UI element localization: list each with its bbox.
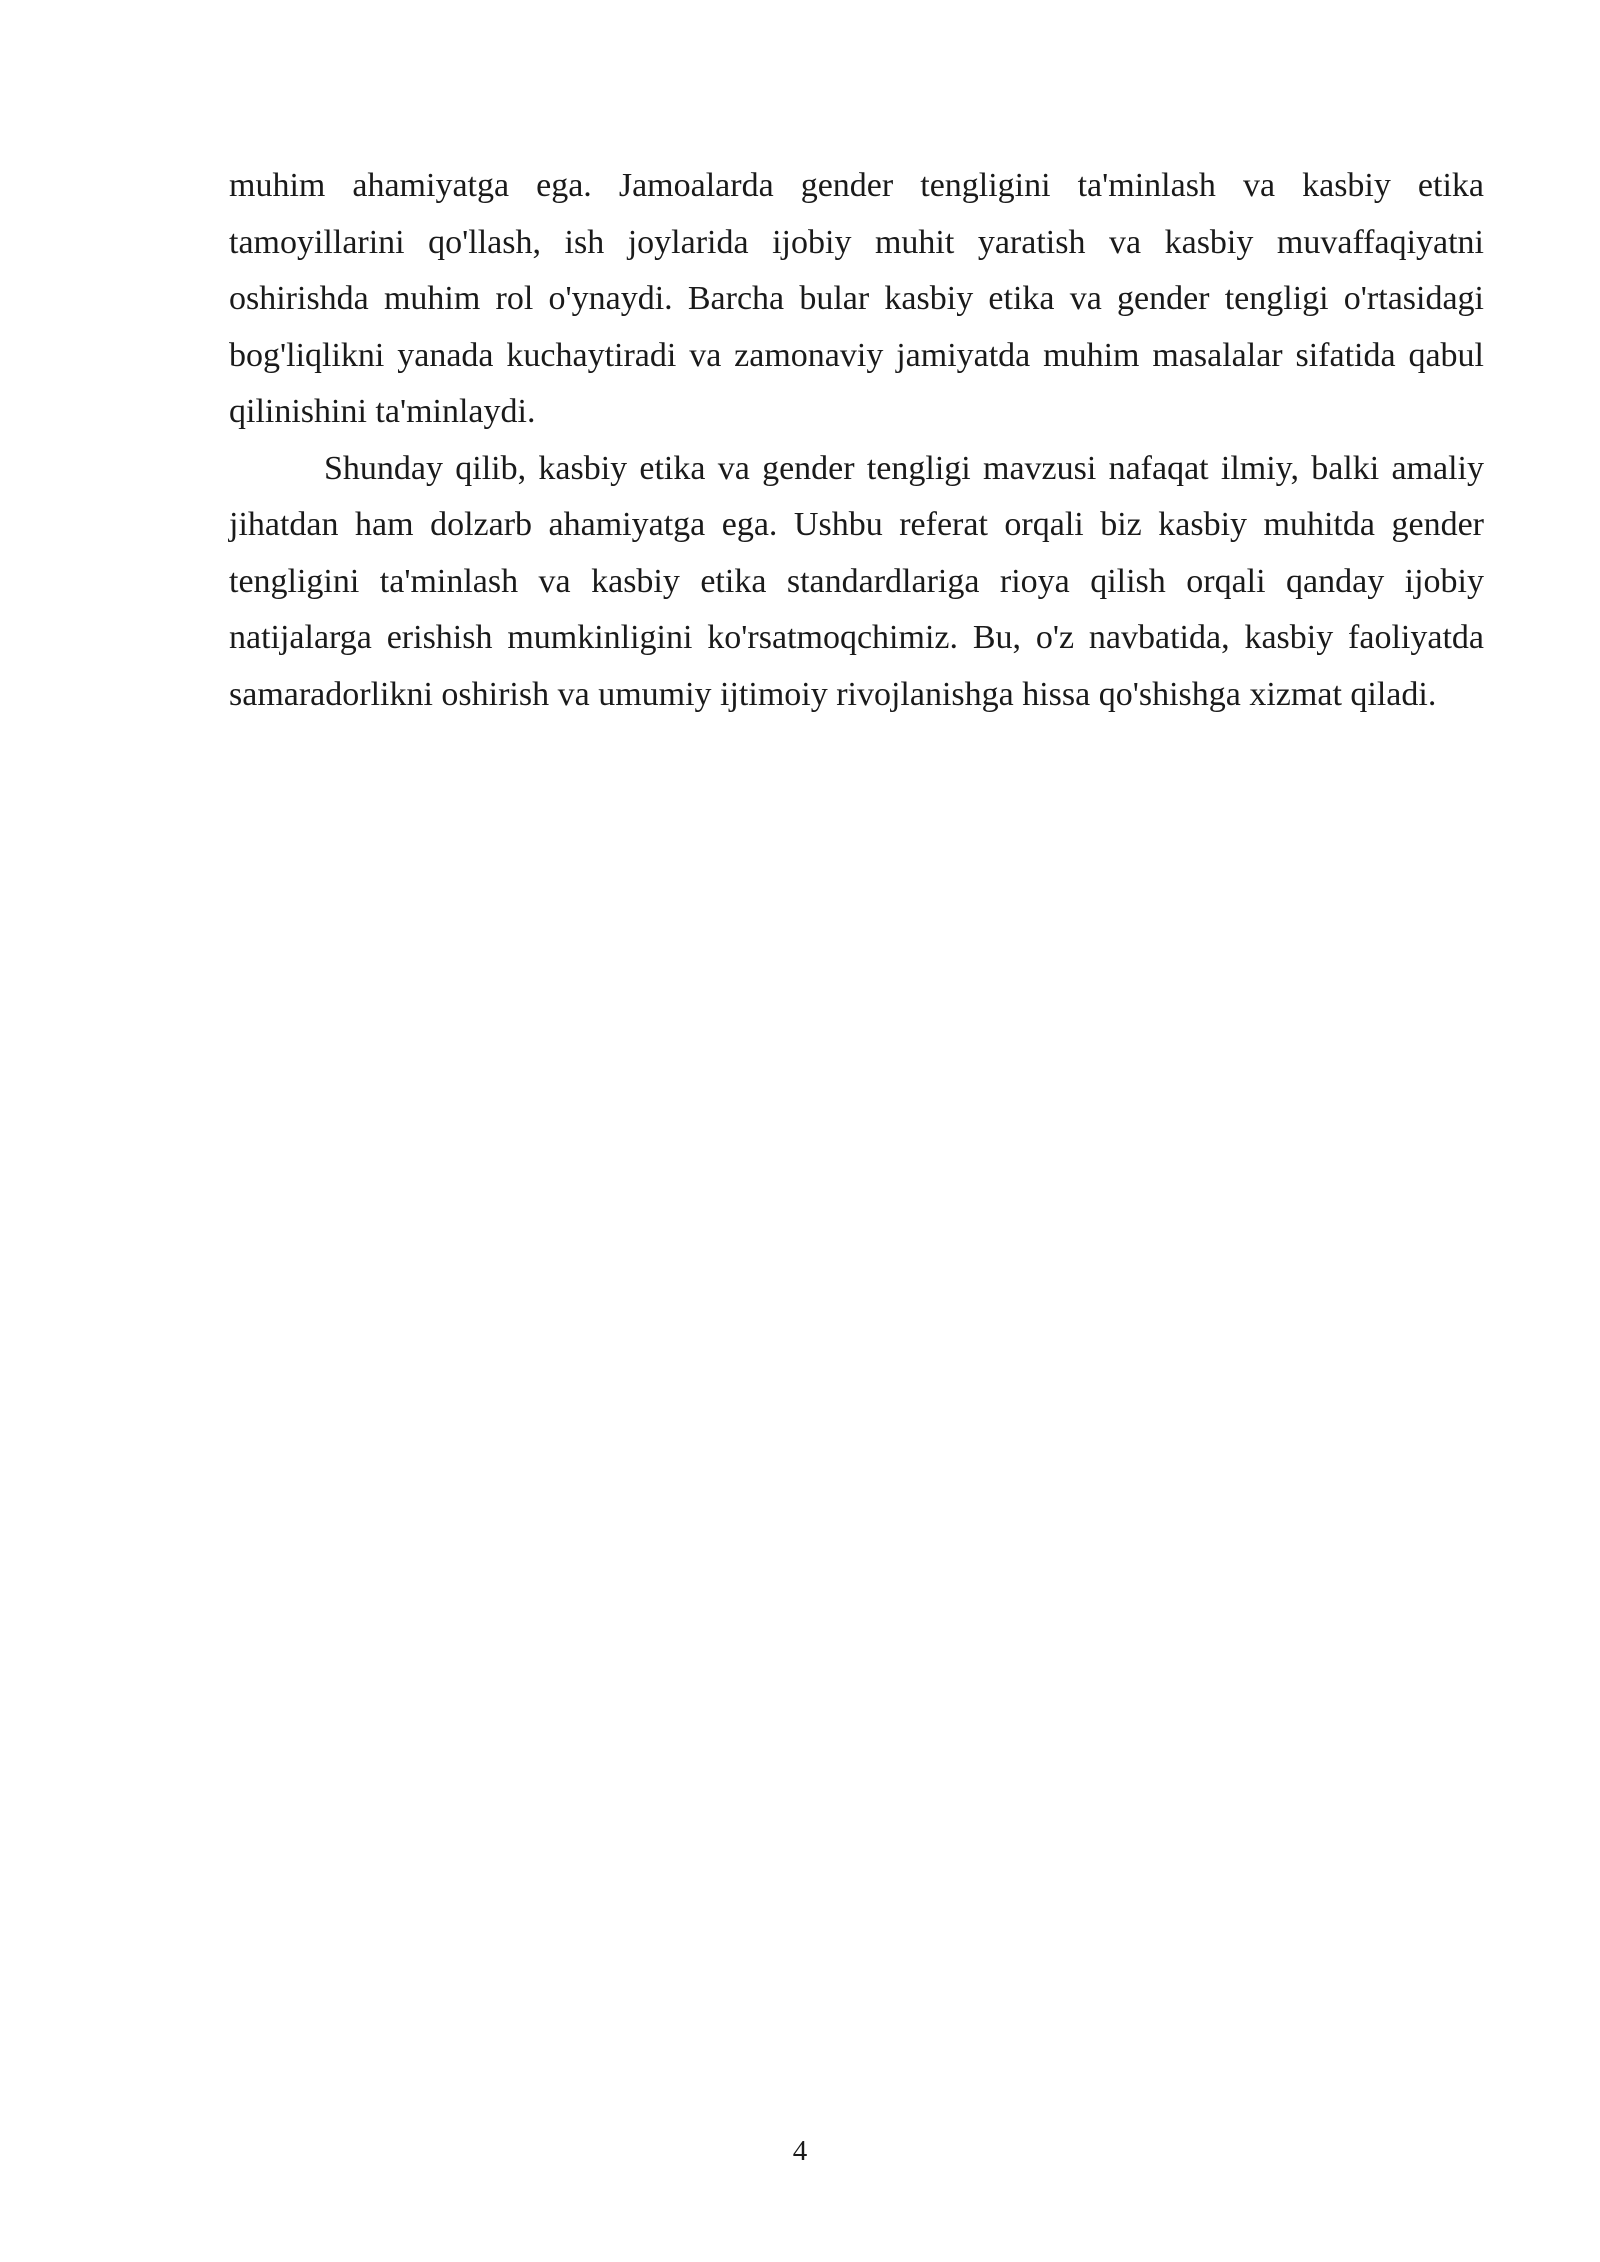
paragraph-continuation: muhim ahamiyatga ega. Jamoalarda gender tengligini ta'minlash va kasbiy etika tamoyillarini qo'llash, ish joylarida ijobiy muhit yaratish va kasbiy muvaffaqiyatni oshirishda muhim rol o'ynaydi. Barcha bular kasbiy etika va gender tengligi o'rtasidagi bog'liqlikni yanada kuchaytiradi va zamonaviy jamiyatda muhim masalalar sifatida qabul qilinishini ta'minlaydi. — [229, 167, 1484, 430]
paragraph-conclusion: Shunday qilib, kasbiy etika va gender tengligi mavzusi nafaqat ilmiy, balki amaliy jihatdan ham dolzarb ahamiyatga ega. Ushbu referat orqali biz kasbiy muhitda gender tengligini ta'minlash va kasbiy etika standardlariga rioya qilish orqali qanday ijobiy natijalarga erishish mumkinligini ko'rsatmoqchimiz. Bu, o'z navbatida, kasbiy faoliyatda samaradorlikni oshirish va umumiy ijtimoiy rivojlanishga hissa qo'shishga xizmat qiladi. — [229, 449, 1484, 713]
body-text — [229, 158, 1484, 723]
page-number: 4 — [792, 2135, 808, 2167]
